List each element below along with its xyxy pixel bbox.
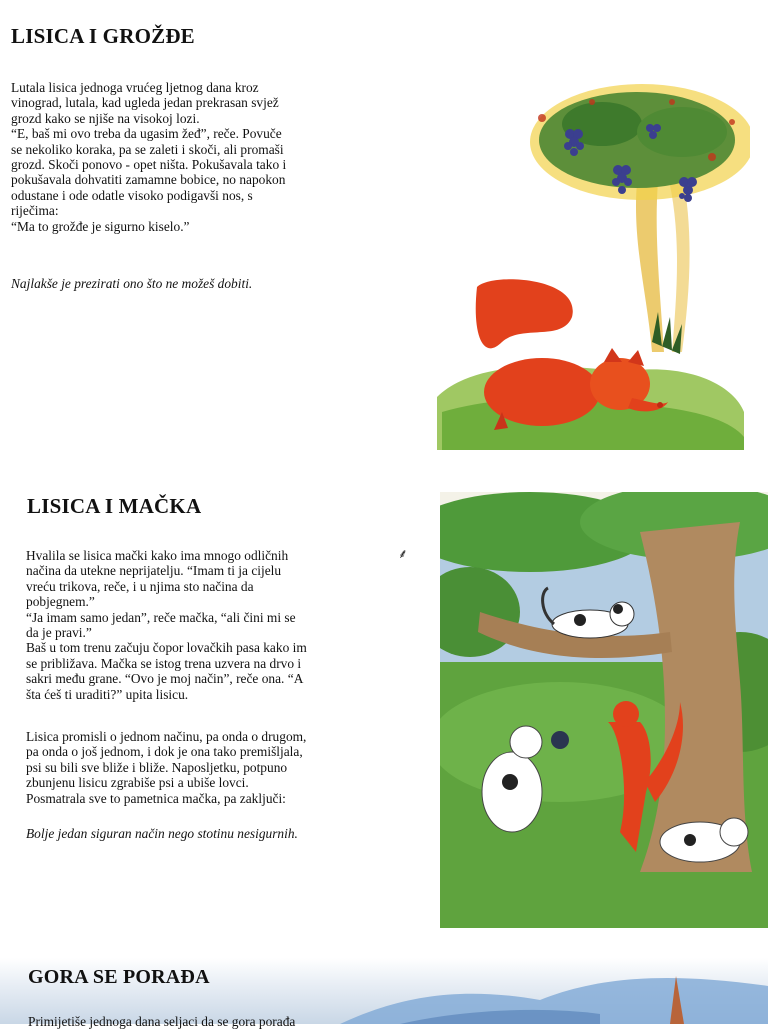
story2-text: [26, 548, 346, 702]
story2-title: LISICA I MAČKA: [27, 494, 202, 518]
story1-line: pokušavala dohvatiti zamamne bobice, no napokon: [11, 172, 286, 188]
story2-text-continued: [26, 729, 346, 806]
story2-line: Posmatrala sve to pametnica mačka, pa zaključi:: [26, 790, 286, 806]
story1-line: Lutala lisica jednoga vrućeg ljetnog dana kroz: [11, 80, 259, 95]
story2-line: psi su bili sve bliže i bliže. Naposljetku, potpuno: [26, 759, 288, 775]
story2-line: se približava. Mačka se istog trena uzvera na drvo i: [26, 655, 302, 671]
story2-line: Lisica promisli o jednom načinu, pa onda o drugom,: [26, 729, 307, 744]
story2-line: Baš u tom trenu začuju čopor lovačkih pasa kako im: [26, 640, 307, 656]
story1-title: LISICA I GROŽĐE: [11, 24, 195, 48]
story1-moral: Najlakše je prezirati ono što ne možeš dobiti.: [11, 276, 253, 291]
stray-mark: ⸙: [398, 546, 408, 561]
mountain-illustration: [340, 966, 768, 1024]
story3-text: [28, 1014, 358, 1029]
story2-line: da je pravi.”: [26, 625, 92, 641]
story2-line: pa onda o još jednom, i dok je ona tako premišljala,: [26, 744, 303, 760]
story1-line: grozd kako se njiše na visokoj lozi.: [11, 110, 200, 126]
fox-cat-dogs-illustration: [440, 492, 768, 928]
story2-line: načina da utekne neprijatelju. “Imam ti ja cijelu: [26, 563, 282, 579]
story1-line: grozd. Skoči ponovo - opet ništa. Pokušavala tako i: [11, 157, 287, 173]
story1-line: “Ma to grožđe je sigurno kiselo.”: [11, 218, 190, 234]
story2-line: Hvalila se lisica mački kako ima mnogo odličnih: [26, 548, 289, 563]
story1-line: riječima:: [11, 203, 59, 219]
story2-line: sakri među grane. “Ovo je moj način”, reče ona. “A: [26, 671, 304, 687]
story2-line: zbunjenu lisicu zgrabiše psi a ubiše lovci.: [26, 775, 249, 791]
story3-line: Primijetiše jednoga dana seljaci da se gora porađa: [28, 1014, 296, 1029]
story2-line: “Ja imam samo jedan”, reče mačka, “ali čini mi se: [26, 609, 296, 625]
story1-line: odustane i ode odatle visoko podigavši nos, s: [11, 187, 253, 203]
story1-line: “E, baš mi ovo treba da ugasim žeđ”, reče. Povuče: [11, 126, 282, 142]
story2-line: šta ćeš ti uraditi?” upita lisicu.: [26, 686, 189, 702]
story2-line: pobjegnem.”: [26, 594, 95, 610]
story2-moral: Bolje jedan siguran način nego stotinu nesigurnih.: [26, 826, 298, 841]
story1-text: [11, 80, 311, 234]
story2-line: vreću trikova, reče, i u njima sto načina da: [26, 578, 254, 594]
story1-line: se nekoliko koraka, pa se zaleti i skoči, ali promaši: [11, 141, 284, 157]
fox-and-grapes-illustration: [432, 62, 750, 454]
story1-line: vinograd, lutala, kad ugleda jedan prekrasan svjež: [11, 95, 279, 111]
story3-title: GORA SE PORAĐA: [28, 966, 210, 988]
